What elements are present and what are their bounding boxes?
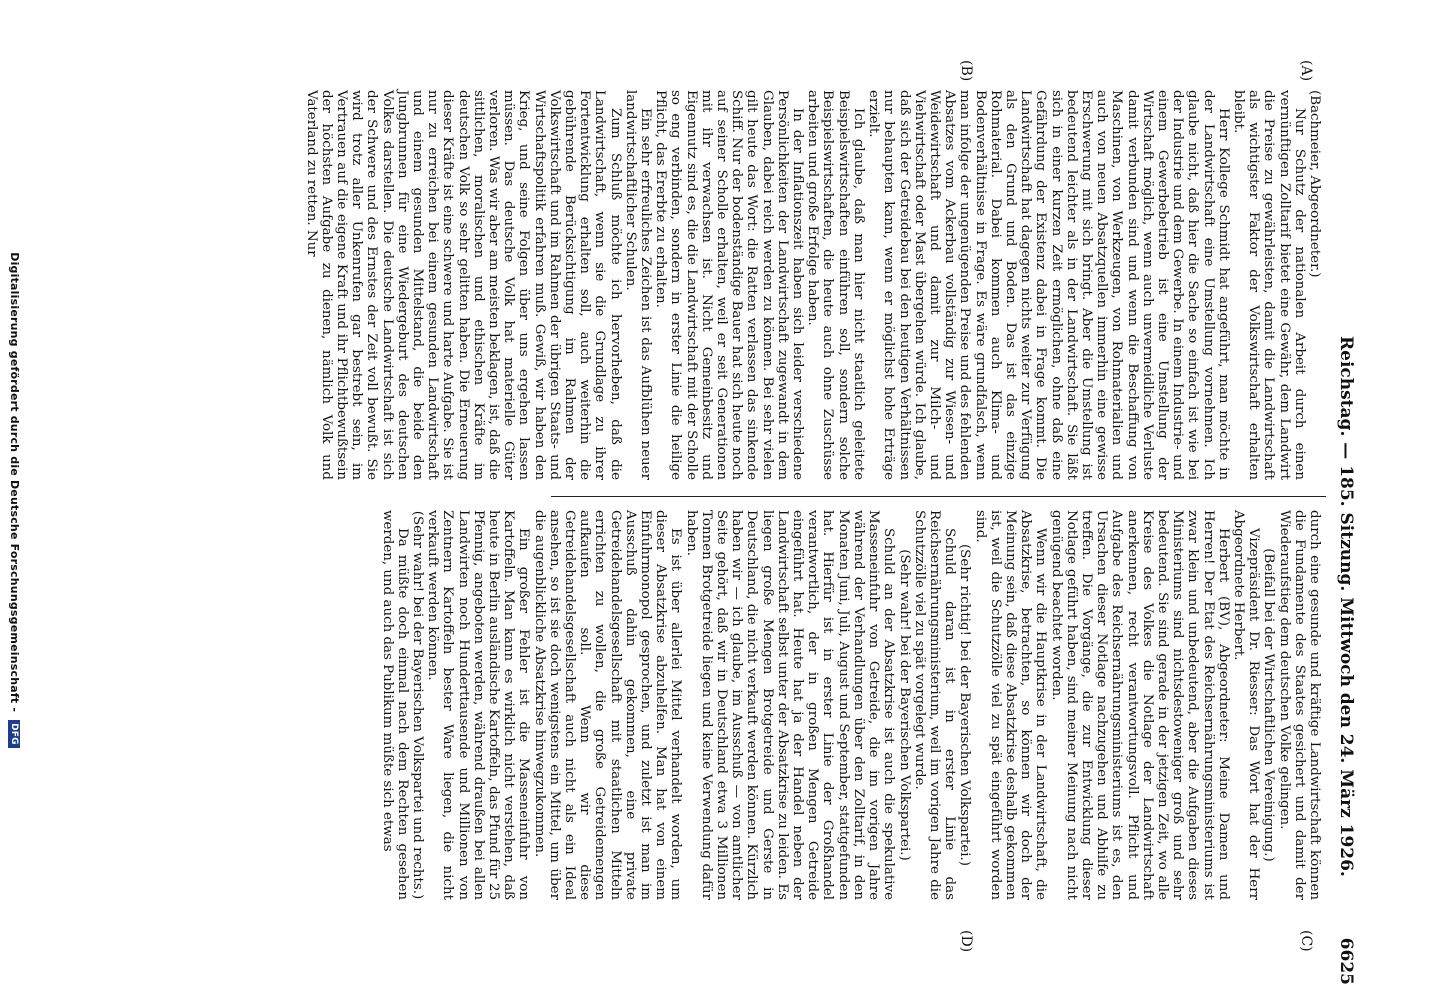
paragraph: Ich glaube, daß man hier nicht staatlich geleitete Beispielswirtschaften einführen soll, sondern solche Beispielswirtschaften, die heute auch ohne Zuschüsse arbeiten und große Erfolge haben.: [805, 90, 866, 480]
right-column: [379, 510, 1322, 900]
interjection: (Sehr wahr! bei der Bayerischen Volkspartei.): [896, 549, 912, 861]
interjection: (Sehr richtig! bei der Bayerischen Volkspartei.): [957, 543, 973, 867]
paragraph: Nur Schutz der nationalen Arbeit durch einen vernünftigen Zolltarif bietet eine Gewähr, dem Landwirt die Preise zu gewährleisten, damit die Landwirtschaft als wichtigster Faktor der Volkswirtschaft erhalten bleibt.: [1230, 90, 1307, 480]
page-header: [1330, 0, 1356, 1000]
margin-mark-b: (B): [958, 60, 974, 82]
margin-mark-a: (A): [1298, 60, 1314, 82]
paragraph: durch eine gesunde und kräftige Landwirtschaft können die Fundamente des Staates gesichert und damit der Wiederaufstieg dem deutschen Volke gelingen.: [1276, 510, 1322, 900]
interjection: (Sehr wahr! bei der Bayerischen Volkspartei und rechts.): [410, 510, 426, 900]
paragraph: Es ist über allerlei Mittel verhandelt worden, um dieser Absatzkrise abzuhelfen. Man hat von einem Einfuhrmonopol gesprochen, und zuletzt ist man im Ausschuß dahin gekommen, eine private Getreidehandelsgesellschaft mit staatlichen Mitteln errichten zu wollen, die große Getreidemengen aufkaufen soll. Wenn wir diese Getreidehandelsgesellschaft auch nicht als ein Ideal ansehen, so ist sie doch wenigstens ein Mittel, um über die augenblickliche Absatzkrise hinwegzukommen.: [531, 510, 684, 900]
dfg-logo: DFG: [8, 720, 20, 748]
paragraph: Wenn wir die Hauptkrise in der Landwirtschaft, die Absatzkrise, betrachten, so können wir doch der Meinung sein, daß diese Absatzkrise deshalb gekommen ist, weil die Schutzzölle viel zu spät eingeführt worden sind.: [972, 510, 1049, 900]
credit-text: Digitalisierung gefördert durch die Deutsche Forschungsgemeinschaft -: [8, 252, 21, 713]
paragraph: Ein großer Fehler ist die Masseneinfuhr von Kartoffeln. Man kann es wirklich nicht verstehen, daß heute in Berlin ausländische Kartoffeln, das Pfund für 25 Pfennig, angeboten werden, während draußen bei allen Landwirten noch Hunderttausende und Millionen von Zentnern Kartoffeln bester Ware liegen, die nicht verkauft werden können.: [425, 510, 532, 900]
left-column: [303, 90, 1322, 480]
interjection: (Beifall bei der Wirtschaftlichen Vereinigung.): [1261, 548, 1277, 862]
paragraph: Schuld daran ist in erster Linie das Reichsernährungsministerium, weil im vorigen Jahre die Schutzzölle viel zu spät vorgelegt wurde.: [911, 510, 958, 900]
paragraph: Zum Schluß möchte ich hervorheben, daß die Landwirtschaft, wenn sie die Grundlage zu ihrer Fortentwicklung erhalten soll, auch weiterhin die gebührende Berücksichtigung im Rahmen der Volkswirtschaft und im Rahmen der übrigen Staats- und Wirtschaftspolitik erfahren muß. Gewiß, wir haben den Krieg, und seine Folgen über uns ergehen lassen müssen. Das deutsche Volk hat materielle Güter verloren. Was wir aber am meisten beklagen, ist, daß die sittlichen, moralischen und ethischen Kräfte im deutschen Volk so sehr gelitten haben. Die Erneuerung dieser Kräfte ist eine schwere und harte Aufgabe. Sie ist nur zu erreichen bei einem gesunden Landwirtschaft und einem gesunden Mittelstand, die beide den Jungbrunnen für eine Wiedergeburt des deutschen Volkes darstellen. Die deutsche Landwirtschaft ist sich der Schwere und des Ernstes der Zeit voll bewußt. Sie wird trotz aller Unkenrufen gar bestrebt sein, im Vertrauen auf die eigene Kraft und ihr Pflichtbewußtsein der höchsten Aufgabe zu dienen, nämlich Volk und Vaterland zu retten. Nur: [303, 90, 623, 480]
paragraph: Da müßte doch einmal nach dem Rechten gesehen werden, und auch das Publikum müßte sich etwas: [379, 510, 410, 900]
column-divider: [551, 496, 1326, 497]
paragraph: Schuld an der Absatzkrise ist auch die spekulative Masseneinfuhr von Getreide, die im vorigen Jahre während der Verhandlungen über den Zolltarif, in den Monaten Juni, Juli, August und September, stattgefunden hat. Hierfür ist in erster Linie der Großhandel verantwortlich, der in großen Mengen Getreide eingeführt hat. Heute hat ja der Handel neben der Landwirtschaft selbst unter der Absatzkrise zu leiden. Es liegen große Mengen Brotgetreide und Gerste in Deutschland, die nicht verkauft werden können. Kürzlich haben wir — ich glaube, im Ausschuß — von amtlicher Seite gehört, daß wir in Deutschland etwa 3 Millionen Tonnen Brotgetreide liegen und keine Verwendung dafür haben.: [683, 510, 897, 900]
page-number: 6625: [1336, 937, 1356, 985]
margin-mark-d: (D): [958, 930, 974, 953]
margin-mark-c: (C): [1298, 930, 1314, 952]
digitization-credit: [8, 0, 21, 1000]
running-title: Reichstag. — 185. Sitzung. Mittwoch den 24. März 1926.: [1336, 336, 1356, 877]
paragraph: Ein sehr erfreuliches Zeichen ist das Aufblühen neuer landwirtschaftlicher Schulen.: [622, 90, 654, 480]
paragraph: Herr Kollege Schmidt hat angeführt, man möchte in der Landwirtschaft eine Umstellung vornehmen. Ich glaube nicht, daß hier die Sache so einfach ist wie bei der Industrie und dem Gewerbe. In einem Industrie- und einem Gewerbebetrieb ist eine Umstellung der Wirtschaft möglich, wenn auch unvermeidliche Verluste damit verbunden sind und wenn die Beschaffung von Maschinen, von Werkzeugen, von Rohmaterialien und auch von neuen Absatzquellen immerhin eine gewisse Erschwerung mit sich bringt. Aber die Umstellung ist bedeutend leichter als in der Landwirtschaft. Sie läßt sich in einer kurzen Zeit ermöglichen, ohne daß eine Gefährdung der Existenz dabei in Frage kommt. Die Landwirtschaft hat dagegen nichts weiter zur Verfügung als den Grund und Boden. Das ist das einzige Rohmaterial. Dabei kommen auch Klima- und Bodenverhältnisse in Frage. Es wäre grundfalsch, wenn man infolge der ungenügenden Preise und des fehlenden Absatzes vom Ackerbau vollständig zur Wiesen- und Weidewirtschaft und damit zur Milch- und Viehwirtschaft oder Mast übergehen würde. Ich glaube, daß sich der Getreidebau bei den heutigen Verhältnissen nur behaupten kann, wenn er möglichst hohe Erträge erzielt.: [866, 90, 1231, 480]
paragraph: In der Inflationszeit haben sich leider verschiedene Persönlichkeiten der Landwirtschaft zugewandt in dem Glauben, dabei reich werden zu können. Bei sehr vielen gilt heute das Wort: die Ratten verlassen das sinkende Schiff. Nur der bodenständige Bauer hat sich heute noch auf seiner Scholle erhalten, weil er seit Generationen mit ihr verwachsen ist. Nicht Gemeinbesitz und Eigennutz sind es, die die Landwirtschaft mit der Scholle so eng verbinden, sondern in erster Linie die heilige Pflicht, das Ererbte zu erhalten.: [653, 90, 806, 480]
paragraph: Herbert (BV), Abgeordneter: Meine Damen und Herren! Der Etat des Reichsernährungsministeriums ist zwar klein und unbedeutend, aber die Aufgaben dieses Ministeriums sind nichtsdestoweniger groß und sehr bedeutend. Sie sind gerade in der jetzigen Zeit, wo alle Kreise des Volkes die Notlage der Landwirtschaft anerkennen, recht verantwortungsvoll. Pflicht und Aufgabe des Reichsernährungsministeriums ist es, den Ursachen dieser Notlage nachzugehen und Abhilfe zu treffen. Die Vorgänge, die zur Entwicklung dieser Notlage geführt haben, sind meiner Meinung nach nicht genügend beachtet worden.: [1048, 510, 1231, 900]
paragraph: Vizepräsident Dr. Riesser: Das Wort hat der Herr Abgeordnete Herbert.: [1230, 510, 1262, 900]
speaker-line: (Bachmeier, Abgeordneter.): [1307, 90, 1322, 278]
